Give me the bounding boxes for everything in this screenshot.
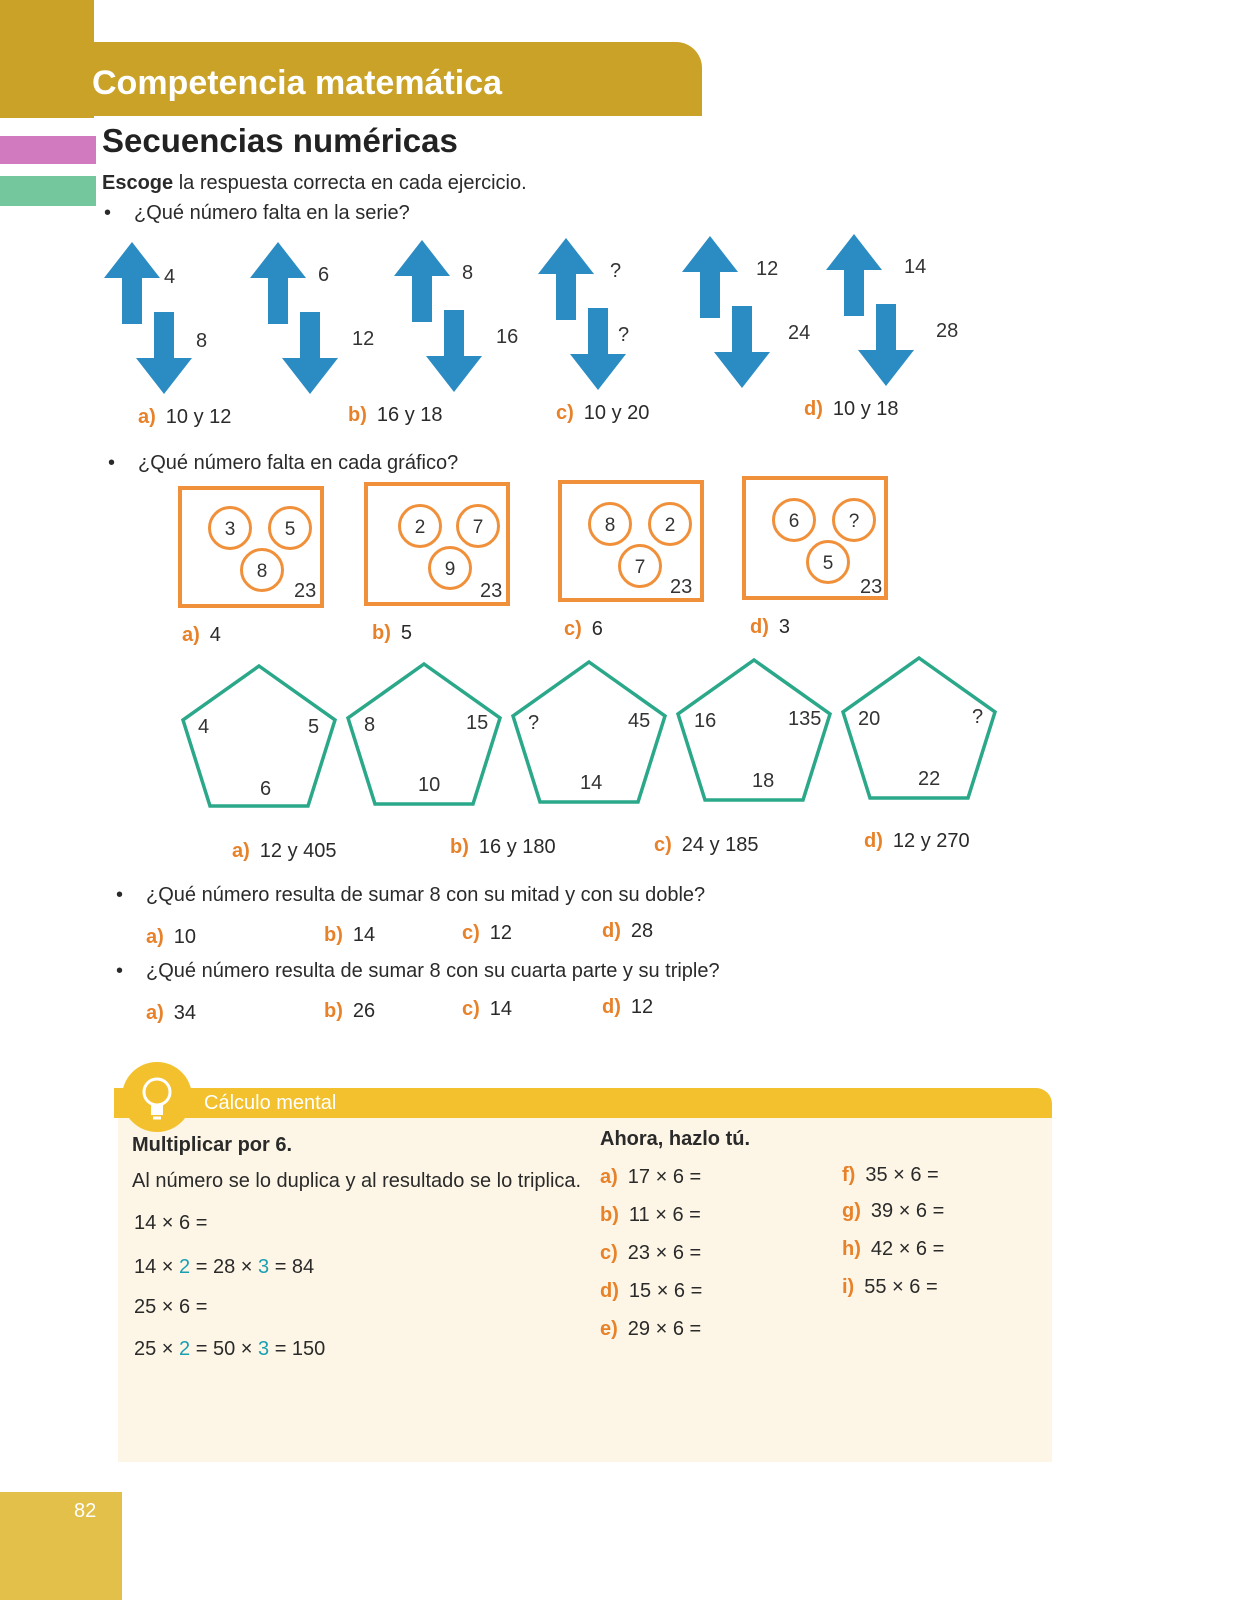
up-arrow-icon (394, 240, 450, 322)
option-text: 10 y 12 (165, 406, 232, 428)
item-text: 39 × 6 = (870, 1200, 945, 1222)
mental-calc-title: Cálculo mental (204, 1092, 337, 1114)
down-arrow-icon (282, 312, 338, 394)
item-text: 29 × 6 = (627, 1318, 702, 1340)
option-text: 16 y 18 (376, 404, 443, 426)
arrow-down-value: 8 (196, 330, 208, 352)
sol-factor: 3 (258, 1338, 270, 1360)
question-2-text: ¿Qué número falta en cada gráfico? (138, 452, 459, 474)
arrow-series (0, 0, 1236, 420)
example-2-solution (134, 1338, 325, 1361)
option-text: 10 (173, 926, 197, 948)
number-box-4 (742, 476, 888, 600)
practice-item-g[interactable] (842, 1200, 944, 1223)
example-1-solution (134, 1256, 314, 1279)
arrow-up-value: 4 (164, 266, 176, 288)
arrow-pair-1 (104, 242, 192, 394)
practice-item-a[interactable] (600, 1166, 701, 1189)
box-total: 23 (480, 580, 503, 602)
option-b[interactable] (348, 404, 443, 427)
practice-item-f[interactable] (842, 1164, 939, 1187)
item-text: 35 × 6 = (865, 1164, 939, 1186)
practice-item-c[interactable] (600, 1242, 701, 1265)
practice-item-i[interactable] (842, 1276, 938, 1299)
down-arrow-icon (426, 310, 482, 392)
mental-heading: Multiplicar por 6. (132, 1134, 293, 1156)
pentagon-left-value: 20 (858, 708, 881, 730)
item-text: 11 × 6 = (628, 1204, 701, 1226)
option-letter: b) (324, 1000, 343, 1022)
circle-number (618, 544, 662, 588)
item-letter: b) (600, 1204, 619, 1226)
option-text: 12 y 270 (892, 830, 970, 852)
box-total: 23 (294, 580, 317, 602)
lightbulb-icon (122, 1062, 192, 1132)
up-arrow-icon (538, 238, 594, 320)
option-b[interactable] (450, 836, 556, 859)
option-letter: a) (146, 1002, 164, 1024)
mental-rule: Al número se lo duplica y al resultado se lo triplica. (132, 1170, 582, 1192)
arrow-down-value: 12 (352, 328, 375, 350)
pentagon-right-value: 5 (308, 716, 320, 738)
sol-factor: 2 (179, 1338, 191, 1360)
option-text: 12 y 405 (259, 840, 337, 862)
option-text: 14 (489, 998, 513, 1020)
circle-value: 8 (604, 515, 616, 536)
item-letter: i) (842, 1276, 855, 1298)
arrow-up-value: ? (610, 260, 622, 282)
page-number: 82 (74, 1500, 97, 1522)
sol-part: = 28 × (190, 1256, 259, 1278)
circle-value: 8 (256, 561, 268, 582)
option-text: 4 (209, 624, 221, 646)
option-d[interactable] (602, 920, 653, 943)
practice-item-b[interactable] (600, 1204, 701, 1227)
option-c[interactable] (556, 402, 649, 425)
pentagon-series (0, 640, 1236, 820)
question-5-text: ¿Qué número resulta de sumar 8 con su cuarta parte y su triple? (146, 960, 720, 982)
option-letter: a) (146, 926, 164, 948)
option-text: 16 y 180 (478, 836, 556, 858)
option-text: 14 (352, 924, 376, 946)
circle-number (456, 504, 500, 548)
option-b[interactable] (324, 924, 375, 947)
option-letter: d) (750, 616, 769, 638)
option-letter: c) (556, 402, 574, 424)
option-letter: a) (182, 624, 200, 646)
sol-part: = 84 (269, 1256, 315, 1278)
number-box-2 (364, 482, 510, 606)
sol-part: = 150 (269, 1338, 326, 1360)
instruction-text: la respuesta correcta en cada ejercicio. (173, 172, 527, 194)
option-letter: d) (602, 996, 621, 1018)
circle-number (428, 546, 472, 590)
item-text: 55 × 6 = (864, 1276, 938, 1298)
item-letter: e) (600, 1318, 618, 1340)
circle-number (240, 548, 284, 592)
arrow-up-value: 6 (318, 264, 330, 286)
option-letter: b) (450, 836, 469, 858)
option-letter: d) (864, 830, 883, 852)
item-letter: c) (600, 1242, 618, 1264)
item-letter: d) (600, 1280, 619, 1302)
item-text: 15 × 6 = (628, 1280, 703, 1302)
arrow-up-value: 12 (756, 258, 779, 280)
practice-item-d[interactable] (600, 1280, 702, 1303)
option-c[interactable] (462, 998, 512, 1021)
pentagon-right-value: 45 (628, 710, 651, 732)
option-c[interactable] (564, 618, 603, 641)
option-d[interactable] (602, 996, 653, 1019)
pentagon-left-value: 8 (364, 714, 376, 736)
arrow-down-value: ? (618, 324, 630, 346)
option-d[interactable] (864, 830, 970, 853)
circle-value: ? (848, 511, 860, 532)
question-5 (116, 960, 720, 983)
option-text: 26 (352, 1000, 376, 1022)
sol-part: 14 × (134, 1256, 180, 1278)
option-letter: a) (138, 406, 156, 428)
bullet: • (116, 960, 124, 982)
arrow-down-value: 28 (936, 320, 959, 342)
circle-number (806, 540, 850, 584)
sol-part: 25 × (134, 1338, 180, 1360)
option-text: 12 (630, 996, 654, 1018)
practice-item-h[interactable] (842, 1238, 944, 1261)
question-4-text: ¿Qué número resulta de sumar 8 con su mitad y con su doble? (146, 884, 706, 906)
pentagon-right-value: 15 (466, 712, 489, 734)
pentagon-bottom-value: 14 (580, 772, 603, 794)
up-arrow-icon (250, 242, 306, 324)
circle-number (208, 506, 252, 550)
down-arrow-icon (570, 308, 626, 390)
example-2: 25 × 6 = (134, 1296, 208, 1318)
option-letter: c) (462, 998, 480, 1020)
option-text: 12 (489, 922, 513, 944)
pentagon-left-value: 4 (198, 716, 210, 738)
circle-value: 2 (414, 517, 426, 538)
section-title: Secuencias numéricas (102, 122, 458, 159)
option-text: 10 y 18 (832, 398, 899, 420)
option-letter: b) (324, 924, 343, 946)
pentagon-bottom-value: 22 (918, 768, 941, 790)
option-letter: c) (462, 922, 480, 944)
option-d[interactable] (750, 616, 790, 639)
circle-number (398, 504, 442, 548)
option-letter: b) (372, 622, 391, 644)
option-b[interactable] (324, 1000, 375, 1023)
down-arrow-icon (136, 312, 192, 394)
down-arrow-icon (714, 306, 770, 388)
circle-value: 7 (634, 557, 646, 578)
circle-value: 2 (664, 515, 676, 536)
arrow-down-value: 24 (788, 322, 811, 344)
box-total: 23 (860, 576, 883, 598)
page-number-block (0, 1492, 122, 1600)
pentagon-right-value: ? (972, 706, 984, 728)
practice-title: Ahora, hazlo tú. (600, 1128, 750, 1150)
bullet: • (116, 884, 124, 906)
bullet: • (104, 202, 112, 224)
item-text: 17 × 6 = (627, 1166, 702, 1188)
option-c[interactable] (654, 834, 759, 857)
sol-part: = 50 × (190, 1338, 259, 1360)
item-letter: g) (842, 1200, 861, 1222)
option-text: 28 (630, 920, 654, 942)
question-2 (108, 452, 459, 475)
box-total: 23 (670, 576, 693, 598)
option-a[interactable] (138, 406, 231, 429)
item-letter: h) (842, 1238, 861, 1260)
instruction-verb: Escoge (102, 172, 174, 194)
pentagon-right-value: 135 (788, 708, 822, 730)
up-arrow-icon (682, 236, 738, 318)
question-1-text: ¿Qué número falta en la serie? (134, 202, 410, 224)
item-letter: a) (600, 1166, 618, 1188)
banner-title: Competencia matemática (92, 64, 503, 102)
option-c[interactable] (462, 922, 512, 945)
circle-value: 3 (224, 519, 236, 540)
option-text: 6 (591, 618, 603, 640)
down-arrow-icon (858, 304, 914, 386)
practice-item-e[interactable] (600, 1318, 701, 1341)
circle-value: 6 (788, 511, 800, 532)
bullet: • (108, 452, 116, 474)
question-4 (116, 884, 706, 907)
circle-value: 5 (284, 519, 296, 540)
option-letter: d) (804, 398, 823, 420)
example-1: 14 × 6 = (134, 1212, 208, 1234)
option-text: 5 (400, 622, 413, 644)
option-a[interactable] (146, 926, 196, 949)
option-d[interactable] (804, 398, 899, 421)
sol-factor: 2 (179, 1256, 191, 1278)
option-text: 3 (778, 616, 791, 638)
pentagon-bottom-value: 10 (418, 774, 441, 796)
item-letter: f) (842, 1164, 856, 1186)
number-box-3 (558, 480, 704, 602)
circle-number (648, 502, 692, 546)
arrow-up-value: 8 (462, 262, 474, 284)
pentagon-bottom-value: 6 (260, 778, 272, 800)
arrow-up-value: 14 (904, 256, 927, 278)
item-text: 42 × 6 = (870, 1238, 945, 1260)
pentagon-left-value: ? (528, 712, 540, 734)
circle-number (268, 506, 312, 550)
item-text: 23 × 6 = (627, 1242, 702, 1264)
circle-number (772, 498, 816, 542)
option-a[interactable] (146, 1002, 196, 1025)
option-letter: d) (602, 920, 621, 942)
option-letter: b) (348, 404, 367, 426)
up-arrow-icon (104, 242, 160, 324)
option-text: 34 (173, 1002, 197, 1024)
circle-number (832, 498, 876, 542)
sol-factor: 3 (258, 1256, 270, 1278)
up-arrow-icon (826, 234, 882, 316)
circle-number (588, 502, 632, 546)
circle-value: 5 (822, 553, 834, 574)
option-letter: c) (564, 618, 582, 640)
circle-value: 7 (472, 517, 484, 538)
option-letter: c) (654, 834, 672, 856)
option-text: 10 y 20 (583, 402, 650, 424)
pentagon-left-value: 16 (694, 710, 717, 732)
option-letter: a) (232, 840, 250, 862)
option-text: 24 y 185 (681, 834, 759, 856)
arrow-down-value: 16 (496, 326, 519, 348)
circle-value: 9 (444, 559, 456, 580)
option-a[interactable] (232, 840, 337, 863)
arrow-pair-6 (826, 234, 914, 386)
pentagon-bottom-value: 18 (752, 770, 775, 792)
number-box-1 (178, 486, 324, 608)
